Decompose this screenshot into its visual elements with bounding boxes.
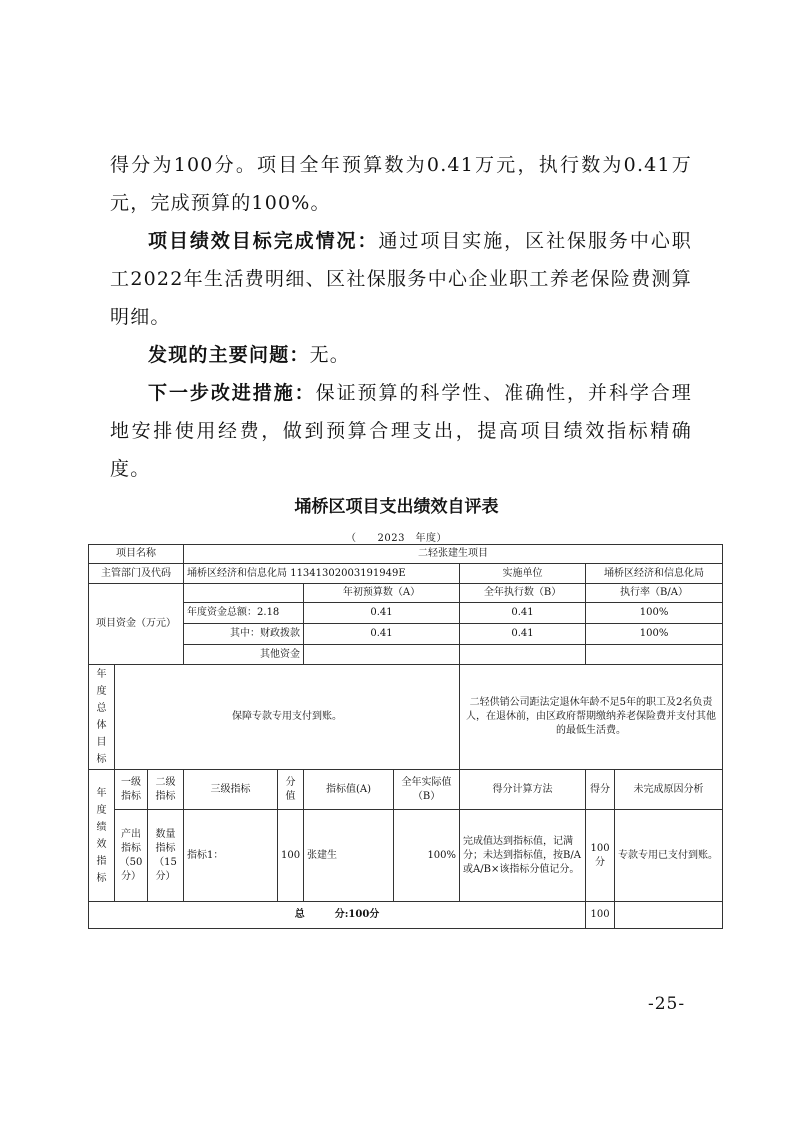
project-name-value: 二轻张建生项目 [184, 545, 723, 564]
goal-completion-text: 通过项目实施，区社保服务中心职工2022年生活费明细、区社保服务中心企业职工养老保险费测算明细。 [110, 230, 692, 328]
header-reason: 未完成原因分析 [615, 770, 723, 810]
annual-goal-right: 二轻供销公司距法定退休年龄不足5年的职工及2名负责人，在退休前，由区政府帮期缴纳养老保险费并支付其他的最低生活费。 [460, 665, 723, 770]
table-row [89, 545, 723, 564]
table-row [89, 564, 723, 584]
funds-row-rate [586, 645, 723, 665]
header-level1: 一级指标 [115, 770, 148, 810]
page-number: -25- [648, 994, 686, 1014]
table-title: 埇桥区项目支出绩效自评表 [294, 497, 499, 517]
indicator-level3: 指标1： [184, 810, 278, 902]
header-target: 指标值(A) [304, 770, 394, 810]
funds-header-budget: 年初预算数（A） [304, 584, 460, 603]
improvements-label: 下一步改进措施： [148, 382, 316, 404]
indicator-reason: 专款专用已支付到账。 [615, 810, 723, 902]
performance-table [88, 544, 723, 929]
funds-row-label: 年度资金总额：2.18 [184, 603, 304, 624]
table-row [89, 645, 723, 665]
paragraph-improvements [110, 374, 692, 488]
funds-row-executed: 0.41 [460, 603, 586, 624]
total-label: 总 分:100分 [89, 902, 586, 929]
dept-label: 主管部门及代码 [89, 564, 184, 584]
header-method: 得分计算方法 [460, 770, 586, 810]
header-level2: 二级指标 [148, 770, 184, 810]
year-line: （ 2023 年度） [346, 533, 447, 544]
paragraph-goal-completion [110, 222, 692, 336]
project-name-label: 项目名称 [89, 545, 184, 564]
header-level3: 三级指标 [184, 770, 278, 810]
indicator-got: 100分 [586, 810, 615, 902]
funds-row-budget: 0.41 [304, 603, 460, 624]
funds-header-executed: 全年执行数（B） [460, 584, 586, 603]
funds-row-rate: 100% [586, 603, 723, 624]
funds-row-rate: 100% [586, 624, 723, 645]
impl-unit-value: 埇桥区经济和信息化局 [586, 564, 723, 584]
table-row [89, 902, 723, 929]
funds-row-executed: 0.41 [460, 624, 586, 645]
problems-text: 无。 [309, 344, 351, 366]
indicator-level1: 产出指标（50分） [115, 810, 148, 902]
dept-value: 埇桥区经济和信息化局 11341302003191949E [184, 564, 460, 584]
table-row [89, 584, 723, 603]
improvements-text: 保证预算的科学性、准确性，并科学合理地安排使用经费，做到预算合理支出，提高项目绩效指标精确度。 [110, 382, 692, 480]
total-value: 100 [586, 902, 615, 929]
table-row [89, 810, 723, 902]
indicator-section-label: 年度绩效指标 [89, 770, 115, 902]
indicator-target: 张建生 [304, 810, 394, 902]
goal-completion-label: 项目绩效目标完成情况： [148, 230, 379, 252]
paragraph-problems [110, 336, 692, 374]
impl-unit-label: 实施单位 [460, 564, 586, 584]
funds-label: 项目资金（万元） [89, 584, 184, 665]
funds-row-budget [304, 645, 460, 665]
funds-row-label: 其他资金 [184, 645, 304, 665]
header-actual: 全年实际值（B） [394, 770, 460, 810]
funds-row-executed [460, 645, 586, 665]
problems-label: 发现的主要问题： [148, 344, 310, 366]
funds-header-rate: 执行率（B/A） [586, 584, 723, 603]
funds-header-blank [184, 584, 304, 603]
table-row [89, 770, 723, 810]
indicator-actual: 100% [394, 810, 460, 902]
funds-row-label: 其中：财政拨款 [184, 624, 304, 645]
total-blank [615, 902, 723, 929]
header-score: 分值 [278, 770, 304, 810]
paragraph-score: 得分为100分。项目全年预算数为0.41万元，执行数为0.41万元，完成预算的100%。 [110, 154, 692, 214]
indicator-score: 100 [278, 810, 304, 902]
indicator-level2: 数量指标（15分） [148, 810, 184, 902]
header-got: 得分 [586, 770, 615, 810]
annual-goal-left: 保障专款专用支付到账。 [115, 665, 460, 770]
indicator-method: 完成值达到指标值，记满分；未达到指标值，按B/A或A/B×该指标分值记分。 [460, 810, 586, 902]
table-row [89, 665, 723, 770]
funds-row-budget: 0.41 [304, 624, 460, 645]
annual-goal-label: 年度总体目标 [89, 665, 115, 770]
table-row [89, 603, 723, 624]
table-row [89, 624, 723, 645]
